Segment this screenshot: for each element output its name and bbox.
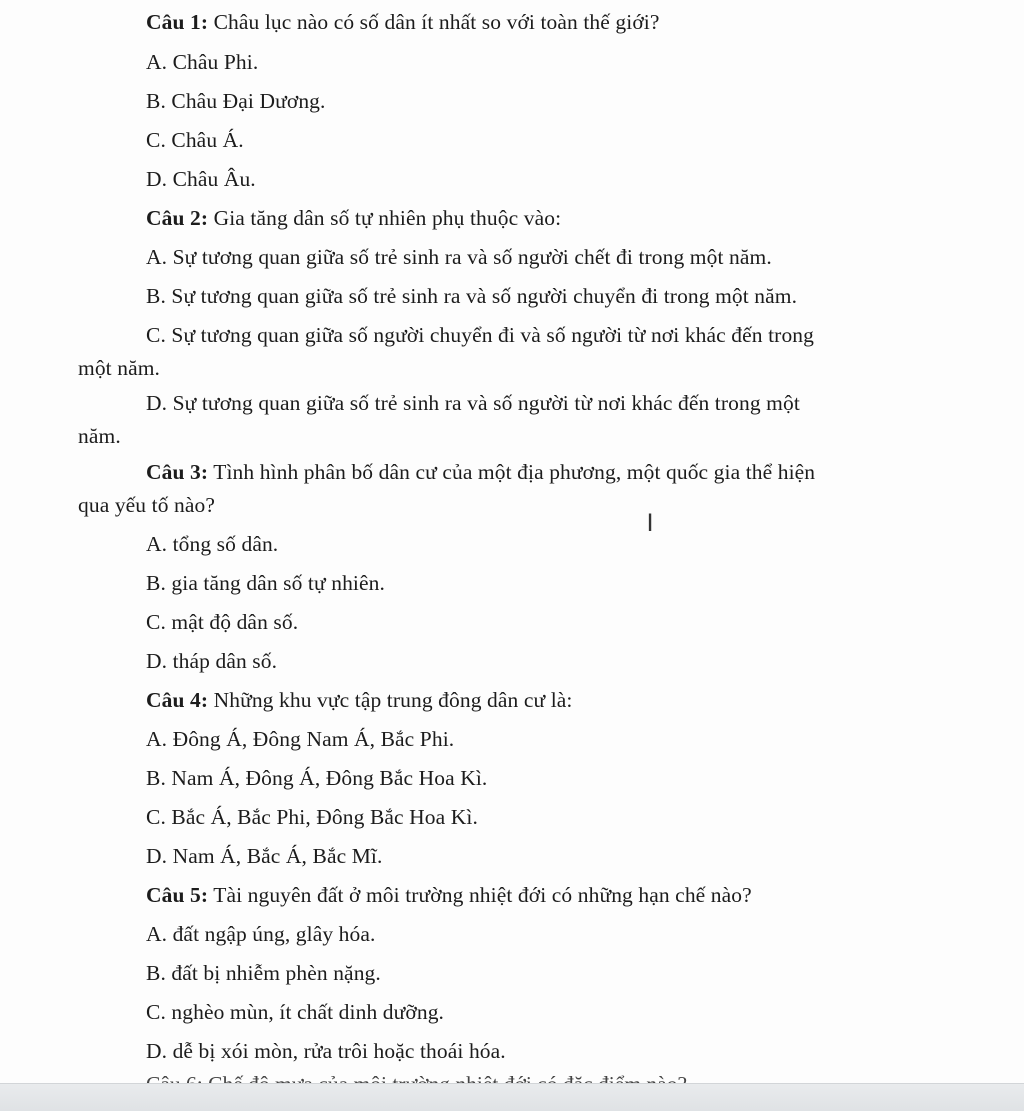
question-text: Tình hình phân bố dân cư của một địa phương, một quốc gia thể hiện (208, 460, 816, 484)
option-b: B. Sự tương quan giữa số trẻ sinh ra và số người chuyển đi trong một năm. (146, 284, 798, 308)
question-number: Câu 2: (146, 206, 209, 230)
question-3 (146, 458, 815, 486)
option-b: B. Châu Đại Dương. (146, 89, 326, 113)
option-a: A. tổng số dân. (146, 532, 279, 556)
option-d: D. tháp dân số. (146, 649, 278, 673)
option-c-continuation: một năm. (78, 356, 161, 380)
cut-off-line (146, 1074, 926, 1082)
option-b: B. đất bị nhiễm phèn nặng. (146, 961, 381, 985)
question-text: Những khu vực tập trung đông dân cư là: (208, 688, 573, 712)
question-number: Câu 1: (146, 10, 209, 34)
option-c: C. Châu Á. (146, 128, 244, 152)
question-1 (146, 8, 660, 36)
option-c: C. Bắc Á, Bắc Phi, Đông Bắc Hoa Kì. (146, 805, 478, 829)
option-b: B. Nam Á, Đông Á, Đông Bắc Hoa Kì. (146, 766, 488, 790)
option-d: D. Nam Á, Bắc Á, Bắc Mĩ. (146, 844, 383, 868)
option-b: B. gia tăng dân số tự nhiên. (146, 571, 385, 595)
option-d-continuation: năm. (78, 424, 121, 448)
option-a: A. Sự tương quan giữa số trẻ sinh ra và số người chết đi trong một năm. (146, 245, 772, 269)
question-2 (146, 204, 561, 232)
bottom-edge-bar (0, 1083, 1024, 1111)
question-5 (146, 881, 752, 909)
option-c: C. Sự tương quan giữa số người chuyển đi và số người từ nơi khác đến trong (146, 323, 814, 347)
question-text: Gia tăng dân số tự nhiên phụ thuộc vào: (208, 206, 562, 230)
question-text: Tài nguyên đất ở môi trường nhiệt đới có những hạn chế nào? (208, 883, 752, 907)
option-c: C. mật độ dân số. (146, 610, 299, 634)
question-number: Câu 4: (146, 688, 209, 712)
question-3-continuation: qua yếu tố nào? (78, 493, 216, 517)
option-c: C. nghèo mùn, ít chất dinh dưỡng. (146, 1000, 445, 1024)
question-4 (146, 686, 573, 714)
option-d: D. Sự tương quan giữa số trẻ sinh ra và số người từ nơi khác đến trong một (146, 391, 800, 415)
question-number: Câu 3: (146, 460, 209, 484)
option-d: D. Châu Âu. (146, 167, 256, 191)
question-text: Châu lục nào có số dân ít nhất so với toàn thế giới? (208, 10, 660, 34)
text-cursor-icon: I (646, 509, 654, 537)
option-a: A. Châu Phi. (146, 50, 259, 74)
option-a: A. Đông Á, Đông Nam Á, Bắc Phi. (146, 727, 455, 751)
question-number: Câu 5: (146, 883, 209, 907)
option-a: A. đất ngập úng, glây hóa. (146, 922, 376, 946)
option-d: D. dễ bị xói mòn, rửa trôi hoặc thoái hóa. (146, 1039, 506, 1063)
